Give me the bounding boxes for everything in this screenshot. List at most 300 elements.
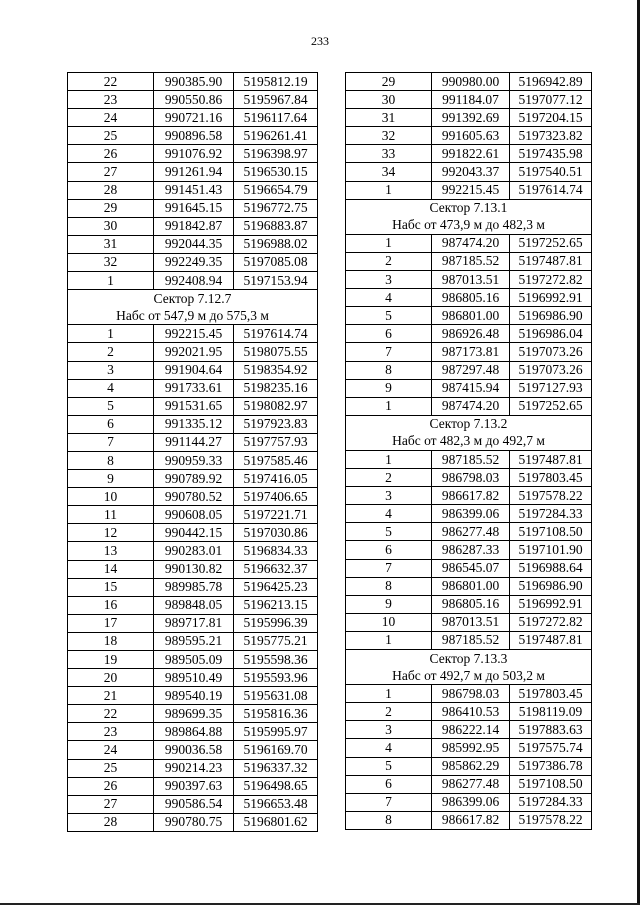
coord-x: 992249.35 — [154, 253, 234, 271]
coord-y: 5195967.84 — [234, 91, 318, 109]
coord-y: 5196942.89 — [510, 73, 592, 91]
coord-y: 5197127.93 — [510, 379, 592, 397]
coord-x: 986926.48 — [432, 325, 510, 343]
coord-x: 991645.15 — [154, 199, 234, 217]
coord-x: 986801.00 — [432, 307, 510, 325]
coord-y: 5198235.16 — [234, 379, 318, 397]
point-number: 13 — [68, 542, 154, 560]
coord-x: 991335.12 — [154, 415, 234, 433]
table-row — [68, 163, 318, 181]
coord-x: 987185.52 — [432, 252, 510, 270]
point-number: 2 — [68, 343, 154, 361]
coord-y: 5197204.15 — [510, 109, 592, 127]
point-number: 26 — [68, 777, 154, 795]
coord-y: 5195816.36 — [234, 705, 318, 723]
table-row — [346, 127, 592, 145]
point-number: 9 — [68, 470, 154, 488]
table-row — [346, 685, 592, 703]
coord-y: 5195775.21 — [234, 632, 318, 650]
coord-x: 990586.54 — [154, 795, 234, 813]
sector-title: Сектор 7.13.1 — [346, 199, 592, 217]
coord-x: 987013.51 — [432, 271, 510, 289]
table-row — [346, 613, 592, 631]
point-number: 22 — [68, 705, 154, 723]
coord-x: 986277.48 — [432, 775, 510, 793]
coord-x: 986617.82 — [432, 487, 510, 505]
table-row — [68, 687, 318, 705]
point-number: 8 — [346, 811, 432, 829]
point-number: 6 — [346, 775, 432, 793]
coord-x: 990959.33 — [154, 451, 234, 469]
table-row — [346, 361, 592, 379]
coord-y: 5196988.02 — [234, 235, 318, 253]
coord-y: 5197272.82 — [510, 271, 592, 289]
coord-y: 5196425.23 — [234, 578, 318, 596]
coord-x: 987013.51 — [432, 613, 510, 631]
table-row — [346, 450, 592, 468]
coord-x: 991076.92 — [154, 145, 234, 163]
coord-y: 5195996.39 — [234, 614, 318, 632]
coord-y: 5196988.64 — [510, 559, 592, 577]
coord-y: 5197108.50 — [510, 775, 592, 793]
point-number: 5 — [346, 307, 432, 325]
table-row — [68, 632, 318, 650]
coord-x: 992044.35 — [154, 235, 234, 253]
coord-y: 5195995.97 — [234, 723, 318, 741]
coord-y: 5197284.33 — [510, 505, 592, 523]
table-row — [68, 596, 318, 614]
point-number: 6 — [68, 415, 154, 433]
coord-x: 991531.65 — [154, 397, 234, 415]
coord-x: 990385.90 — [154, 73, 234, 91]
table-row — [68, 669, 318, 687]
coord-y: 5196530.15 — [234, 163, 318, 181]
table-row — [68, 127, 318, 145]
coord-y: 5197575.74 — [510, 739, 592, 757]
point-number: 4 — [346, 505, 432, 523]
point-number: 24 — [68, 109, 154, 127]
point-number: 15 — [68, 578, 154, 596]
coord-y: 5197406.65 — [234, 488, 318, 506]
coord-x: 991451.43 — [154, 181, 234, 199]
coord-x: 987474.20 — [432, 234, 510, 252]
point-number: 32 — [68, 253, 154, 271]
table-row — [346, 307, 592, 325]
point-number: 7 — [346, 343, 432, 361]
coord-y: 5197487.81 — [510, 450, 592, 468]
table-row — [68, 560, 318, 578]
sector-range-row — [68, 307, 318, 325]
table-row — [68, 506, 318, 524]
table-row — [68, 109, 318, 127]
coord-y: 5198119.09 — [510, 703, 592, 721]
point-number: 14 — [68, 560, 154, 578]
table-row — [68, 343, 318, 361]
point-number: 28 — [68, 813, 154, 831]
point-number: 1 — [346, 450, 432, 468]
table-row — [68, 145, 318, 163]
coord-x: 989540.19 — [154, 687, 234, 705]
point-number: 31 — [346, 109, 432, 127]
table-row — [346, 505, 592, 523]
point-number: 3 — [346, 487, 432, 505]
point-number: 6 — [346, 541, 432, 559]
coord-y: 5197284.33 — [510, 793, 592, 811]
coord-y: 5197614.74 — [234, 325, 318, 343]
coord-y: 5196117.64 — [234, 109, 318, 127]
coord-y: 5196213.15 — [234, 596, 318, 614]
table-row — [68, 759, 318, 777]
coord-y: 5196986.90 — [510, 307, 592, 325]
coord-x: 991144.27 — [154, 433, 234, 451]
coord-y: 5197923.83 — [234, 415, 318, 433]
coord-y: 5196498.65 — [234, 777, 318, 795]
point-number: 32 — [346, 127, 432, 145]
point-number: 10 — [68, 488, 154, 506]
sector-title: Сектор 7.13.2 — [346, 415, 592, 433]
coord-x: 992043.37 — [432, 163, 510, 181]
coord-x: 991733.61 — [154, 379, 234, 397]
coord-x: 990442.15 — [154, 524, 234, 542]
coord-x: 987185.52 — [432, 631, 510, 649]
point-number: 3 — [346, 271, 432, 289]
coord-y: 5197883.63 — [510, 721, 592, 739]
sector-range-row — [346, 433, 592, 451]
coord-x: 989985.78 — [154, 578, 234, 596]
coord-y: 5197323.82 — [510, 127, 592, 145]
coord-y: 5196986.04 — [510, 325, 592, 343]
coord-x: 987173.81 — [432, 343, 510, 361]
point-number: 8 — [346, 361, 432, 379]
sector-range: Набс от 547,9 м до 575,3 м — [68, 307, 318, 325]
coord-x: 986545.07 — [432, 559, 510, 577]
table-row — [68, 795, 318, 813]
table-row — [346, 469, 592, 487]
coord-y: 5196834.33 — [234, 542, 318, 560]
point-number: 3 — [68, 361, 154, 379]
point-number: 23 — [68, 723, 154, 741]
coord-y: 5197153.94 — [234, 272, 318, 290]
coord-x: 992215.45 — [432, 181, 510, 199]
point-number: 1 — [346, 631, 432, 649]
point-number: 2 — [346, 469, 432, 487]
point-number: 1 — [346, 181, 432, 199]
table-row — [68, 578, 318, 596]
coord-y: 5197614.74 — [510, 181, 592, 199]
coord-x: 986617.82 — [432, 811, 510, 829]
coord-y: 5196772.75 — [234, 199, 318, 217]
point-number: 30 — [68, 217, 154, 235]
point-number: 1 — [68, 272, 154, 290]
point-number: 12 — [68, 524, 154, 542]
point-number: 25 — [68, 127, 154, 145]
table-row — [68, 651, 318, 669]
sector-range-row — [346, 667, 592, 685]
table-row — [346, 811, 592, 829]
coord-x: 989505.09 — [154, 651, 234, 669]
coord-x: 986805.16 — [432, 289, 510, 307]
point-number: 11 — [68, 506, 154, 524]
left-table-body — [68, 73, 318, 832]
point-number: 3 — [346, 721, 432, 739]
table-row — [346, 163, 592, 181]
table-row — [346, 595, 592, 613]
coord-x: 989717.81 — [154, 614, 234, 632]
coord-y: 5197030.86 — [234, 524, 318, 542]
table-row — [346, 325, 592, 343]
point-number: 4 — [346, 289, 432, 307]
coord-y: 5196992.91 — [510, 595, 592, 613]
coord-y: 5195598.36 — [234, 651, 318, 669]
point-number: 1 — [346, 234, 432, 252]
point-number: 29 — [346, 73, 432, 91]
coord-y: 5197077.12 — [510, 91, 592, 109]
coord-y: 5197108.50 — [510, 523, 592, 541]
point-number: 2 — [346, 252, 432, 270]
point-number: 33 — [346, 145, 432, 163]
coord-x: 990214.23 — [154, 759, 234, 777]
coord-x: 990780.52 — [154, 488, 234, 506]
table-row — [68, 397, 318, 415]
coord-x: 986410.53 — [432, 703, 510, 721]
table-row — [346, 109, 592, 127]
coord-y: 5196337.32 — [234, 759, 318, 777]
coord-x: 986798.03 — [432, 469, 510, 487]
coord-y: 5197585.46 — [234, 451, 318, 469]
point-number: 34 — [346, 163, 432, 181]
coord-x: 989595.21 — [154, 632, 234, 650]
table-row — [68, 91, 318, 109]
table-row — [346, 289, 592, 307]
coord-x: 987415.94 — [432, 379, 510, 397]
table-row — [68, 73, 318, 91]
table-row — [68, 272, 318, 290]
coord-y: 5197757.93 — [234, 433, 318, 451]
coord-x: 990780.75 — [154, 813, 234, 831]
table-row — [346, 577, 592, 595]
coord-x: 990550.86 — [154, 91, 234, 109]
point-number: 27 — [68, 795, 154, 813]
coord-y: 5195593.96 — [234, 669, 318, 687]
coord-y: 5196654.79 — [234, 181, 318, 199]
point-number: 28 — [68, 181, 154, 199]
point-number: 30 — [346, 91, 432, 109]
point-number: 24 — [68, 741, 154, 759]
table-row — [346, 757, 592, 775]
point-number: 7 — [68, 433, 154, 451]
table-row — [68, 361, 318, 379]
table-row — [68, 451, 318, 469]
coord-y: 5197221.71 — [234, 506, 318, 524]
sector-range: Набс от 473,9 м до 482,3 м — [346, 217, 592, 235]
point-number: 7 — [346, 793, 432, 811]
coord-x: 990608.05 — [154, 506, 234, 524]
sector-title: Сектор 7.12.7 — [68, 290, 318, 308]
coord-x: 989510.49 — [154, 669, 234, 687]
table-row — [68, 199, 318, 217]
coord-y: 5197803.45 — [510, 685, 592, 703]
table-row — [346, 559, 592, 577]
point-number: 1 — [346, 397, 432, 415]
coord-x: 989864.88 — [154, 723, 234, 741]
coord-x: 986222.14 — [432, 721, 510, 739]
coord-x: 989848.05 — [154, 596, 234, 614]
coord-x: 986399.06 — [432, 505, 510, 523]
coord-x: 990130.82 — [154, 560, 234, 578]
sector-title: Сектор 7.13.3 — [346, 650, 592, 668]
table-row — [346, 523, 592, 541]
coord-x: 986287.33 — [432, 541, 510, 559]
coord-y: 5198354.92 — [234, 361, 318, 379]
coord-x: 986798.03 — [432, 685, 510, 703]
coord-x: 992408.94 — [154, 272, 234, 290]
table-row — [346, 271, 592, 289]
coord-x: 990036.58 — [154, 741, 234, 759]
coord-y: 5197252.65 — [510, 234, 592, 252]
coord-x: 991822.61 — [432, 145, 510, 163]
table-row — [68, 524, 318, 542]
point-number: 4 — [346, 739, 432, 757]
table-row — [68, 217, 318, 235]
sector-title-row — [346, 650, 592, 668]
table-row — [68, 415, 318, 433]
table-row — [346, 234, 592, 252]
table-row — [68, 235, 318, 253]
sector-range: Набс от 492,7 м до 503,2 м — [346, 667, 592, 685]
point-number: 10 — [346, 613, 432, 631]
table-row — [68, 433, 318, 451]
table-row — [68, 723, 318, 741]
coord-x: 991842.87 — [154, 217, 234, 235]
coord-y: 5196653.48 — [234, 795, 318, 813]
sector-title-row — [346, 199, 592, 217]
coord-x: 991261.94 — [154, 163, 234, 181]
point-number: 25 — [68, 759, 154, 777]
coord-y: 5197101.90 — [510, 541, 592, 559]
point-number: 23 — [68, 91, 154, 109]
table-row — [68, 705, 318, 723]
point-number: 29 — [68, 199, 154, 217]
table-row — [346, 73, 592, 91]
point-number: 16 — [68, 596, 154, 614]
point-number: 22 — [68, 73, 154, 91]
coord-y: 5197386.78 — [510, 757, 592, 775]
coord-x: 989699.35 — [154, 705, 234, 723]
coord-y: 5196261.41 — [234, 127, 318, 145]
coord-y: 5196986.90 — [510, 577, 592, 595]
table-row — [346, 631, 592, 649]
table-row — [346, 145, 592, 163]
coord-y: 5195631.08 — [234, 687, 318, 705]
table-row — [346, 91, 592, 109]
coord-x: 985862.29 — [432, 757, 510, 775]
coord-y: 5197272.82 — [510, 613, 592, 631]
coord-x: 986399.06 — [432, 793, 510, 811]
coord-y: 5196398.97 — [234, 145, 318, 163]
point-number: 5 — [346, 757, 432, 775]
point-number: 1 — [346, 685, 432, 703]
coord-x: 991605.63 — [432, 127, 510, 145]
sector-range: Набс от 482,3 м до 492,7 м — [346, 433, 592, 451]
right-table-body — [346, 73, 592, 830]
coord-y: 5197085.08 — [234, 253, 318, 271]
coord-y: 5197578.22 — [510, 487, 592, 505]
point-number: 1 — [68, 325, 154, 343]
table-row — [68, 777, 318, 795]
coordinates-table-left — [67, 72, 318, 832]
coord-y: 5198075.55 — [234, 343, 318, 361]
point-number: 31 — [68, 235, 154, 253]
coord-y: 5197073.26 — [510, 343, 592, 361]
table-row — [68, 813, 318, 831]
table-row — [68, 253, 318, 271]
coord-x: 990283.01 — [154, 542, 234, 560]
table-row — [68, 741, 318, 759]
table-row — [68, 488, 318, 506]
table-row — [346, 739, 592, 757]
coord-x: 985992.95 — [432, 739, 510, 757]
point-number: 20 — [68, 669, 154, 687]
coordinates-table-right — [345, 72, 592, 830]
point-number: 18 — [68, 632, 154, 650]
table-row — [346, 775, 592, 793]
coord-x: 986805.16 — [432, 595, 510, 613]
point-number: 2 — [346, 703, 432, 721]
coord-y: 5196632.37 — [234, 560, 318, 578]
sector-title-row — [68, 290, 318, 308]
coord-x: 990789.92 — [154, 470, 234, 488]
point-number: 7 — [346, 559, 432, 577]
point-number: 17 — [68, 614, 154, 632]
point-number: 26 — [68, 145, 154, 163]
coord-x: 990397.63 — [154, 777, 234, 795]
coord-y: 5196883.87 — [234, 217, 318, 235]
coord-y: 5197487.81 — [510, 631, 592, 649]
coord-x: 986277.48 — [432, 523, 510, 541]
table-row — [68, 325, 318, 343]
table-row — [346, 487, 592, 505]
point-number: 5 — [68, 397, 154, 415]
table-row — [346, 379, 592, 397]
coord-y: 5198082.97 — [234, 397, 318, 415]
point-number: 9 — [346, 379, 432, 397]
coord-y: 5197435.98 — [510, 145, 592, 163]
table-row — [68, 181, 318, 199]
coord-x: 990980.00 — [432, 73, 510, 91]
table-row — [346, 541, 592, 559]
coord-x: 986801.00 — [432, 577, 510, 595]
coord-x: 990896.58 — [154, 127, 234, 145]
point-number: 8 — [346, 577, 432, 595]
coord-x: 992021.95 — [154, 343, 234, 361]
point-number: 21 — [68, 687, 154, 705]
coord-y: 5197540.51 — [510, 163, 592, 181]
coord-y: 5197416.05 — [234, 470, 318, 488]
point-number: 4 — [68, 379, 154, 397]
table-row — [346, 793, 592, 811]
coord-x: 991392.69 — [432, 109, 510, 127]
table-row — [68, 542, 318, 560]
coord-y: 5196992.91 — [510, 289, 592, 307]
point-number: 9 — [346, 595, 432, 613]
coord-y: 5196801.62 — [234, 813, 318, 831]
table-row — [346, 397, 592, 415]
point-number: 6 — [346, 325, 432, 343]
table-row — [346, 252, 592, 270]
coord-x: 991184.07 — [432, 91, 510, 109]
coord-y: 5197252.65 — [510, 397, 592, 415]
coord-y: 5197487.81 — [510, 252, 592, 270]
